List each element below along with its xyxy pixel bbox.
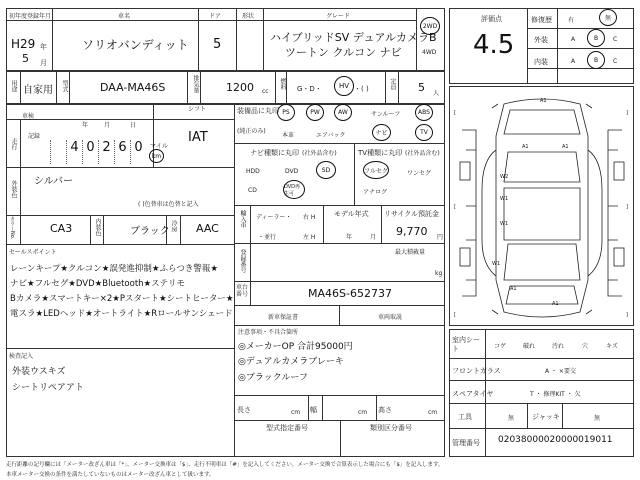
model-year-month: 月: [370, 234, 377, 241]
shaken-label: 車検: [22, 113, 35, 120]
model-label: 型式: [61, 80, 68, 92]
shaken-day: 日: [130, 122, 137, 129]
mileage-digit: 0: [130, 140, 146, 164]
ac-value: AAC: [196, 222, 219, 235]
grade-line1: ハイブリッドSV デュアルカメラB: [270, 31, 437, 44]
equip-navi: ナビ: [372, 124, 391, 141]
sales-points-label: セールスポイント: [9, 249, 57, 256]
int-grade-label: 内装: [534, 58, 548, 66]
diagram-mark: A1: [562, 144, 569, 150]
first-reg-label: 初年度登録年月: [9, 13, 52, 20]
ext-grade-b: B: [587, 29, 605, 47]
equip-aw: AW: [334, 104, 352, 121]
import-right: 右 H: [303, 214, 316, 221]
new-car-warranty: 新車保証書: [268, 314, 299, 321]
int-grade-c: C: [613, 58, 618, 65]
recycle-value: 9,770: [396, 225, 428, 238]
shift-value: IAT: [188, 130, 208, 145]
width-label: 幅: [310, 406, 317, 414]
exterior-value: シルバー: [34, 176, 74, 187]
cap-unit: 人: [433, 90, 440, 97]
svg-text:]: ]: [626, 312, 628, 318]
cap-value: 5: [418, 81, 425, 94]
mileage-digit: [50, 140, 66, 164]
tv-analog: アナログ: [363, 189, 388, 196]
color-label: カラーNo.: [9, 216, 15, 240]
note-line-3: ◎ブラックルーフ: [238, 373, 308, 383]
mileage-digit: 6: [114, 140, 130, 164]
drive-4wd: 4WD: [422, 49, 437, 56]
recycle-label: リサイクル預託金: [384, 210, 440, 218]
import-label: 輸入車: [239, 210, 246, 228]
repair-no: 無: [599, 9, 617, 26]
ext-grade-c: C: [613, 36, 618, 43]
shaken-month: 月: [104, 122, 111, 129]
vehicle-manual: 車両取説: [378, 314, 403, 321]
sales-line-3: Bカメラ★スマートキー×2★Pスタート★シートヒーター★: [10, 294, 234, 304]
use-label: 用途: [10, 80, 17, 92]
reg-month: 5: [22, 52, 29, 65]
equip-tv: TV: [415, 124, 433, 141]
equip-airbag: エアバック: [316, 132, 346, 139]
svg-text:]: ]: [626, 204, 628, 210]
model-year-year: 年: [346, 234, 353, 241]
int-color-label: 内装色: [94, 218, 101, 236]
seat-item: 汚れ: [552, 343, 565, 350]
score-value: 4.5: [473, 30, 515, 60]
sales-line-2: ナビ★フルセグ★DVD★Bluetooth★ステリモ: [10, 279, 185, 289]
disp-label: 排気量: [192, 75, 199, 93]
run-label: 走行: [10, 138, 17, 150]
tv-fullseg: フルセグ: [363, 161, 389, 179]
equip-ps: PS: [277, 104, 295, 121]
jack-value: 無: [594, 415, 601, 422]
car-name-value: ソリオバンディット: [82, 38, 189, 52]
note-line-2: ◎デュアルカメラブレーキ: [238, 357, 344, 367]
reg-no-label: 登録番号: [239, 249, 246, 273]
disp-unit: cc: [262, 88, 269, 95]
diagram-mark: W1: [500, 221, 509, 227]
repair-yes: 有: [568, 17, 575, 24]
svg-text:]: ]: [626, 110, 628, 116]
length-unit: cm: [291, 409, 301, 416]
equip-title: 装備品に丸印: [237, 107, 279, 115]
car-name-label: 車名: [118, 13, 131, 20]
note-line-1: ◎メーカーOP 合計95000円: [238, 342, 353, 352]
diagram-mark: A1: [510, 286, 517, 292]
class-number-label: 類別区分番号: [370, 424, 412, 432]
footer-line-1: 走行距離の記号欄には「メーター改ざん車は「*」、メーター交換車は「$」、走行不明車は「#」を記入してください。メーター交換で合算表示した場合にも「$」を記入します。: [6, 462, 444, 468]
reg-era: H29: [11, 37, 36, 51]
mileage-digit: 0: [82, 140, 98, 164]
height-label: 高さ: [378, 406, 392, 414]
equip-pw: PW: [306, 104, 324, 121]
ac-label: 冷房: [170, 220, 177, 232]
seat-item: キズ: [606, 343, 618, 350]
navi-cd: CD: [248, 187, 257, 194]
max-load-unit: kg: [435, 270, 443, 277]
navi-sd: SD: [316, 161, 336, 179]
seat-label: 室内シート: [452, 336, 480, 353]
svg-text:[: [: [454, 110, 456, 116]
inspector-label: 検査記入: [9, 353, 34, 360]
tools-label: 工具: [458, 413, 472, 421]
car-damage-diagram: [452, 90, 632, 324]
length-label: 長さ: [237, 406, 251, 414]
spare-value: T ・ 修理KIT ・ 欠: [530, 391, 581, 398]
use-value: 自家用: [23, 85, 53, 96]
seat-item: 穴: [582, 343, 589, 350]
tv-oneseg: ワンセグ: [407, 170, 432, 177]
score-label: 評価点: [481, 15, 502, 23]
exterior-label: 外装色: [10, 180, 17, 198]
reg-year-unit: 年: [40, 43, 47, 51]
diagram-mark: W1: [492, 261, 501, 267]
diagram-mark: W1: [500, 196, 509, 202]
spare-label: スペアタイヤ: [452, 390, 494, 398]
sales-line-1: レーンキープ★クルコン★誤発進抑制★ふらつき警報★: [10, 264, 219, 274]
kiroku-label: 記録: [28, 133, 41, 140]
shift-label: シフト: [188, 106, 207, 113]
navi-hdd: HDD: [246, 168, 260, 175]
mileage-digit: 2: [98, 140, 114, 164]
glass-label: フロントガラス: [452, 367, 501, 375]
svg-text:[: [: [454, 312, 456, 318]
int-grade-a: A: [571, 58, 576, 65]
door-value: 5: [213, 37, 222, 52]
fuel-paren: ・( ): [354, 85, 369, 93]
diagram-mark: W2: [500, 174, 509, 180]
ext-grade-a: A: [571, 36, 576, 43]
shape-label: 形状: [242, 13, 255, 20]
height-unit: cm: [428, 409, 438, 416]
diagram-mark: A1: [552, 301, 559, 307]
equip-sunroof: サンルーフ: [371, 111, 401, 118]
reg-month-unit: 月: [40, 59, 47, 67]
grade-line2: ツートン クルコン ナビ: [285, 46, 402, 59]
repair-label: 修復歴: [531, 16, 552, 24]
int-color-value: ブラック: [130, 226, 170, 237]
tools-value: 無: [508, 415, 515, 422]
type-number-label: 型式指定番号: [266, 424, 308, 432]
door-label: ドア: [209, 13, 221, 20]
mgmt-value: 02038000020000019011: [498, 435, 613, 445]
equip-leather: 本革: [282, 132, 295, 139]
int-grade-b: B: [587, 51, 605, 69]
tv-title: TV種類に丸印: [358, 149, 403, 157]
svg-text:[: [: [454, 204, 456, 210]
seat-item: 破れ: [523, 343, 536, 350]
equip-sub: (純正のみ): [237, 128, 266, 135]
mgmt-label: 管理番号: [452, 439, 480, 447]
km-circled: km: [149, 149, 164, 163]
notes-label: 注意事項・不具合箇所: [238, 329, 299, 336]
tv-sub: (社外品含む): [405, 150, 440, 157]
model-value: DAA-MA46S: [100, 81, 166, 94]
import-parallel: ・並行: [258, 234, 277, 241]
mile-label: マイル: [150, 143, 168, 150]
disp-value: 1200: [226, 81, 254, 94]
recycle-unit: 円: [437, 234, 444, 241]
fuel-label: 燃料: [279, 78, 286, 90]
width-unit: cm: [358, 409, 368, 416]
color-value: CA3: [50, 222, 73, 235]
grade-label: グレード: [326, 13, 351, 20]
exterior-note: ( )色替車は色替と記入: [138, 201, 199, 208]
chassis-value: MA46S-652737: [308, 287, 392, 300]
ext-grade-label: 外装: [534, 36, 548, 44]
navi-dvd: DVD: [285, 168, 299, 175]
equip-abs: ABS: [415, 104, 433, 121]
drive-2wd: 2WD: [420, 17, 440, 35]
footer-line-2: 本車メーター交換の条件を満たしていないものはメーター改ざん車として扱います。: [6, 472, 215, 478]
navi-title: ナビ種類に丸印: [250, 149, 299, 157]
inspector-line-1: 外装ウスキズ: [12, 367, 66, 377]
diagram-mark: A1: [522, 144, 529, 150]
import-left: 左 H: [303, 234, 316, 241]
shaken-year: 年: [82, 122, 89, 129]
mileage-digit: 4: [66, 140, 82, 164]
diagram-mark: A1: [540, 98, 547, 104]
navi-sub: (社外品含む): [302, 150, 337, 157]
sales-line-4: 電スラ★LEDヘッド★オートライト★Rロールサンシェード: [10, 309, 233, 319]
glass-value: A ・ ×要交: [545, 368, 576, 375]
jack-label: ジャッキ: [532, 413, 560, 421]
fuel-options: G・D・: [297, 85, 322, 93]
max-load-label: 最大積載量: [395, 249, 426, 256]
cap-label: 定員: [389, 78, 396, 90]
inspector-line-2: シートリペアアト: [12, 383, 84, 393]
import-dealer: ディーラー・: [256, 214, 292, 221]
chassis-label: 車台番号: [236, 284, 249, 298]
seat-item: コゲ: [494, 343, 507, 350]
model-year-label: モデル年式: [334, 210, 369, 218]
navi-dvd-play: DVD再生可: [283, 180, 305, 199]
fuel-hv: HV: [334, 76, 354, 96]
mileage-digits: [50, 140, 150, 164]
